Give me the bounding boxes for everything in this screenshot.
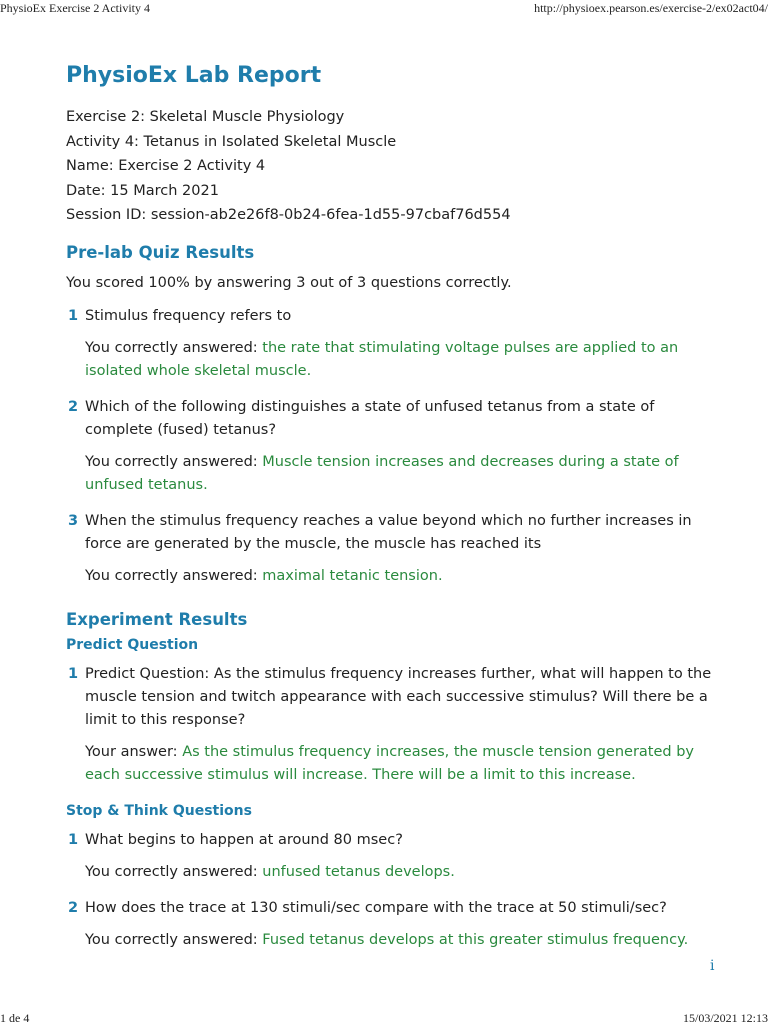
predict-question-1 (66, 663, 726, 787)
predict-heading: Predict Question (66, 636, 199, 653)
prelab-score: You scored 100% by answering 3 out of 3 questions correctly. (66, 274, 512, 291)
lab-report (66, 60, 726, 952)
stop-question-1 (66, 829, 726, 884)
browser-url[interactable]: http://physioex.pearson.es/exercise-2/ex02act04/ (534, 1, 768, 15)
question-text: Predict Question: As the stimulus frequency increases further, what will happen to the muscle tension and twitch appearance with each successive stimulus? Will there be a limit to this response? (85, 665, 712, 728)
browser-page-title: PhysioEx Exercise 2 Activity 4 (0, 1, 150, 15)
answer-text: Muscle tension increases and decreases during a state of unfused tetanus. (85, 453, 679, 493)
stop-think-heading: Stop & Think Questions (66, 802, 252, 819)
stop-question-2 (66, 897, 726, 952)
question-number: 1 (68, 831, 79, 848)
answer-text: unfused tetanus develops. (262, 863, 455, 880)
answer-label: You correctly answered: (85, 931, 263, 948)
report-meta (66, 105, 726, 228)
prelab-question-2 (66, 396, 726, 497)
answer-label: You correctly answered: (85, 339, 263, 356)
date-line: Date: 15 March 2021 (66, 182, 219, 199)
question-number: 1 (68, 665, 79, 682)
activity-line: Activity 4: Tetanus in Isolated Skeletal Muscle (66, 133, 397, 150)
question-answer (85, 861, 726, 884)
answer-label: You correctly answered: (85, 453, 263, 470)
session-line: Session ID: session-ab2e26f8-0b24-6fea-1d55-97cbaf76d554 (66, 207, 511, 223)
answer-text: maximal tetanic tension. (262, 567, 443, 584)
print-timestamp: 15/03/2021 12:13 (682, 1011, 768, 1025)
question-number: 1 (68, 307, 79, 324)
question-answer (85, 741, 726, 787)
answer-label: Your answer: (85, 743, 183, 760)
answer-text: the rate that stimulating voltage pulses are applied to an isolated whole skeletal muscle. (85, 339, 679, 379)
question-text: What begins to happen at around 80 msec? (85, 831, 403, 848)
question-answer (85, 337, 726, 383)
question-text: How does the trace at 130 stimuli/sec compare with the trace at 50 stimuli/sec? (85, 899, 667, 916)
report-title: PhysioEx Lab Report (66, 63, 322, 88)
answer-label: You correctly answered: (85, 863, 263, 880)
info-icon[interactable]: i (710, 958, 715, 974)
question-text: Stimulus frequency refers to (85, 307, 292, 324)
question-text: Which of the following distinguishes a state of unfused tetanus from a state of complete (fused) tetanus? (85, 398, 655, 438)
question-number: 3 (68, 512, 79, 529)
prelab-question-3 (66, 510, 726, 588)
question-number: 2 (68, 398, 79, 415)
prelab-heading: Pre-lab Quiz Results (66, 242, 255, 262)
question-answer (85, 929, 726, 952)
page-number: 1 de 4 (0, 1011, 30, 1025)
answer-text: As the stimulus frequency increases, the muscle tension generated by each successive stimulus will increase. There will be a limit to this increase. (85, 743, 695, 783)
question-answer (85, 451, 726, 497)
question-text: When the stimulus frequency reaches a value beyond which no further increases in force are generated by the muscle, the muscle has reached its (85, 512, 692, 552)
experiment-heading: Experiment Results (66, 609, 248, 629)
exercise-line: Exercise 2: Skeletal Muscle Physiology (66, 109, 345, 125)
prelab-question-1 (66, 305, 726, 383)
question-number: 2 (68, 899, 79, 916)
question-answer (85, 565, 726, 588)
answer-text: Fused tetanus develops at this greater stimulus frequency. (262, 931, 689, 948)
answer-label: You correctly answered: (85, 567, 263, 584)
name-line: Name: Exercise 2 Activity 4 (66, 158, 266, 174)
